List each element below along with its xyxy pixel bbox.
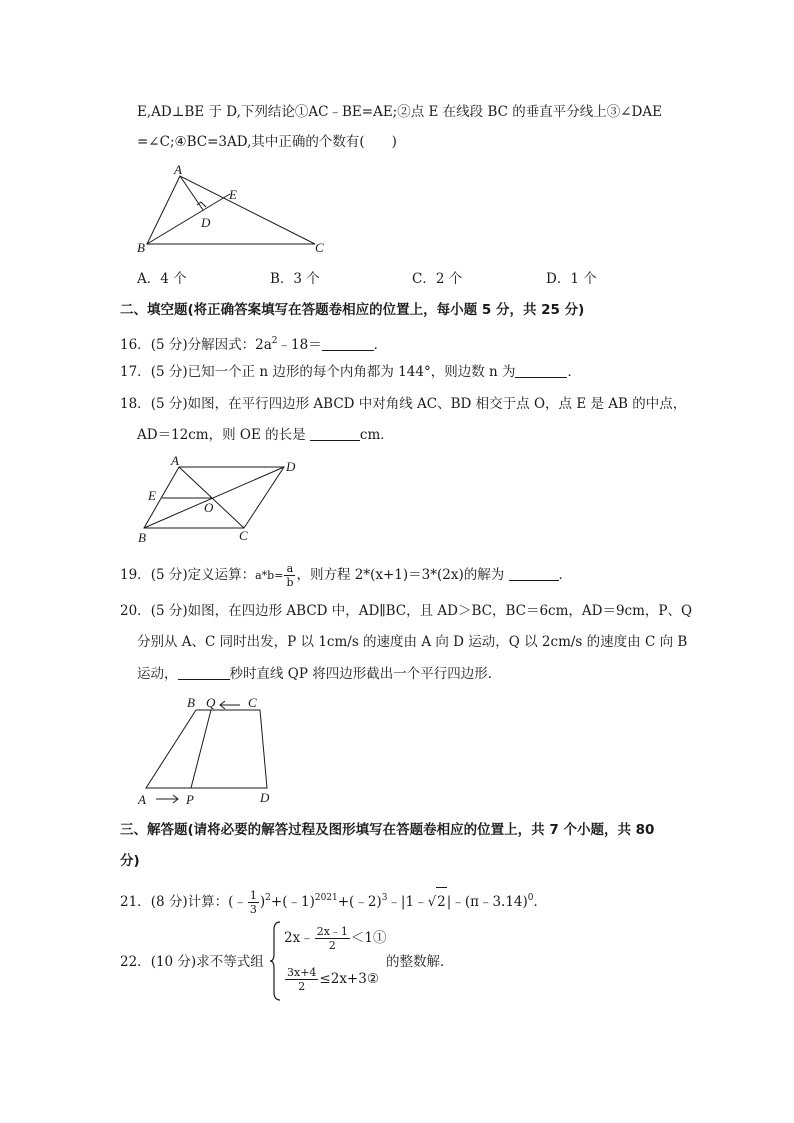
q22-r1-numerator: 2x﹣1: [316, 925, 348, 938]
q22-score: (10 分): [150, 954, 197, 970]
q20-label-d: D: [260, 790, 270, 805]
q17-question: [120, 362, 581, 382]
q18-question-line2: [137, 425, 394, 445]
q16-text: 分解因式：2a: [187, 337, 272, 353]
q21-part4: ﹣|1﹣: [387, 894, 428, 910]
q19-definition-left: a*b=: [255, 569, 284, 582]
q17-end: ．: [567, 364, 581, 380]
q18-parallelogram-figure: [134, 452, 309, 547]
q19-text-post: ，则方程 2*(x+1)＝3*(2x)的解为: [296, 567, 509, 583]
q20-score: (5 分): [150, 603, 188, 619]
q16-answer-blank: [322, 336, 374, 351]
q19-end: ．: [558, 567, 573, 583]
q20-question-line2: 分别从 A、C 同时出发，P 以 1cm/s 的速度由 A 向 D 运动，Q 以 2cm/s 的速度由 C 向 B: [137, 634, 688, 650]
q15-option-d: D．1 个: [546, 271, 597, 287]
q20-text-line3b: 秒时直线 QP 将四边形截出一个平行四边形．: [229, 666, 502, 682]
q20-label-p: P: [186, 792, 194, 807]
q15-triangle-figure: [135, 162, 335, 258]
q16-text-rest: ﹣18＝: [277, 337, 322, 353]
q16-end: ．: [373, 337, 388, 353]
q20-text-line3a: 运动，: [137, 666, 178, 682]
q19-question: [120, 562, 572, 589]
q22-question-intro: [120, 952, 264, 972]
q22-r2-denominator: 2: [298, 980, 306, 993]
q18-label-o: O: [204, 500, 214, 515]
q19-number: 19．: [120, 567, 151, 583]
q21-fraction-numerator: 1: [249, 889, 257, 902]
q16-exponent: 2: [271, 336, 278, 346]
q21-fraction: [248, 889, 259, 916]
q17-score: (5 分): [150, 364, 188, 380]
q20-text-line1: 如图，在四边形 ABCD 中，AD∥BC，且 AD＞BC，BC＝6cm，AD＝9cm，P、Q: [187, 603, 693, 619]
q19-fraction-numerator: a: [284, 562, 295, 576]
q22-r1-fraction: [315, 925, 350, 952]
q21-score: (8 分): [150, 894, 188, 910]
q18-label-e: E: [148, 488, 156, 503]
q18-score: (5 分): [150, 396, 188, 412]
section3-heading-line2: 分): [120, 853, 140, 869]
q21-sqrt-sign: √: [427, 894, 437, 910]
q20-label-b: B: [187, 695, 195, 710]
q15-text-line2: =∠C;④BC=3AD,其中正确的个数有( ): [137, 134, 397, 150]
q20-answer-blank: [178, 665, 230, 680]
q18-text-line2a: AD＝12cm，则 OE 的长是: [137, 427, 310, 443]
q18-text-line1: 如图，在平行四边形 ABCD 中对角线 AC、BD 相交于点 O，点 E 是 AB 的中点，: [187, 396, 687, 412]
q16-score: (5 分): [150, 337, 188, 353]
q17-number: 17．: [120, 364, 151, 380]
q18-question-line1: [120, 394, 686, 414]
q21-exp3: 3: [381, 893, 388, 903]
q15-label-b: B: [137, 240, 145, 255]
q22-text-pre: 求不等式组: [196, 954, 264, 970]
q16-number: 16．: [120, 337, 151, 353]
q18-label-b: B: [138, 530, 146, 545]
q21-text-pre: 计算：(﹣: [187, 894, 247, 910]
q22-r2-numerator: 3x+4: [287, 966, 317, 979]
q20-label-a: A: [138, 792, 146, 807]
q22-system-brace: [268, 920, 282, 1002]
section2-heading: 二、填空题(将正确答案填写在答题卷相应的位置上，每小题 5 分，共 25 分): [120, 302, 585, 318]
q15-label-c: C: [315, 240, 324, 255]
q15-text-line1: E,AD⊥BE 于 D,下列结论①AC﹣BE=AE;②点 E 在线段 BC 的垂直平分线上③∠DAE: [137, 104, 662, 120]
q19-answer-blank: [509, 566, 559, 581]
q21-number: 21．: [120, 894, 151, 910]
q20-question-line1: [120, 601, 692, 621]
q19-fraction-denominator: b: [286, 576, 294, 589]
q22-r1-denominator: 2: [328, 939, 336, 952]
q22-r2-b: ≤2x+3②: [319, 971, 379, 987]
q18-number: 18．: [120, 396, 151, 412]
q15-label-a: A: [174, 162, 182, 177]
q20-label-q: Q: [206, 695, 216, 710]
q18-answer-blank: [310, 426, 360, 441]
q19-score: (5 分): [150, 567, 188, 583]
q21-question: [120, 884, 547, 916]
q15-label-e: E: [229, 187, 237, 202]
q21-part5: |﹣(π﹣3.14): [446, 894, 528, 910]
q18-text-line2b: cm．: [359, 427, 394, 443]
q22-inequality-2: [284, 963, 379, 995]
q15-label-d: D: [201, 215, 211, 230]
q22-number: 22．: [120, 954, 151, 970]
q18-label-a: A: [171, 453, 179, 468]
q15-option-a: A．4 个: [137, 271, 187, 287]
q19-definition-fraction: [284, 562, 295, 589]
q21-exp1: 2: [265, 893, 271, 903]
q21-end: ．: [533, 894, 548, 910]
q21-exp2: 2021: [314, 893, 338, 903]
q22-r1-b: ＜1①: [350, 930, 387, 946]
q21-part3: +(﹣2): [337, 894, 382, 910]
section3-heading-line1: 三、解答题(请将必要的解答过程及图形填写在答题卷相应的位置上，共 7 个小题，共 80: [120, 822, 655, 838]
q22-question-post: 的整数解．: [386, 954, 454, 970]
q22-r2-fraction: [285, 966, 318, 993]
q21-exp4: 0: [527, 893, 534, 903]
q21-part1: ): [259, 894, 266, 910]
q16-question: [120, 331, 387, 355]
q20-number: 20．: [120, 603, 151, 619]
q15-option-b: B．3 个: [270, 271, 320, 287]
q18-label-d: D: [286, 459, 296, 474]
q21-part2: +(﹣1): [270, 894, 315, 910]
q20-trapezoid-figure: [134, 692, 284, 807]
q20-label-c: C: [248, 695, 257, 710]
q21-sqrt-arg: 2: [436, 887, 447, 916]
q17-text: 已知一个正 n 边形的每个内角都为 144°，则边数 n 为: [187, 364, 516, 380]
q15-option-c: C．2 个: [412, 271, 463, 287]
q20-question-line3: [137, 664, 501, 684]
q17-answer-blank: [515, 363, 567, 378]
q22-inequality-1: [284, 922, 387, 954]
q22-r1-a: 2x﹣: [284, 930, 314, 946]
q21-fraction-denominator: 3: [249, 903, 257, 916]
q18-label-c: C: [239, 528, 248, 543]
q19-text-pre: 定义运算：: [187, 567, 256, 583]
